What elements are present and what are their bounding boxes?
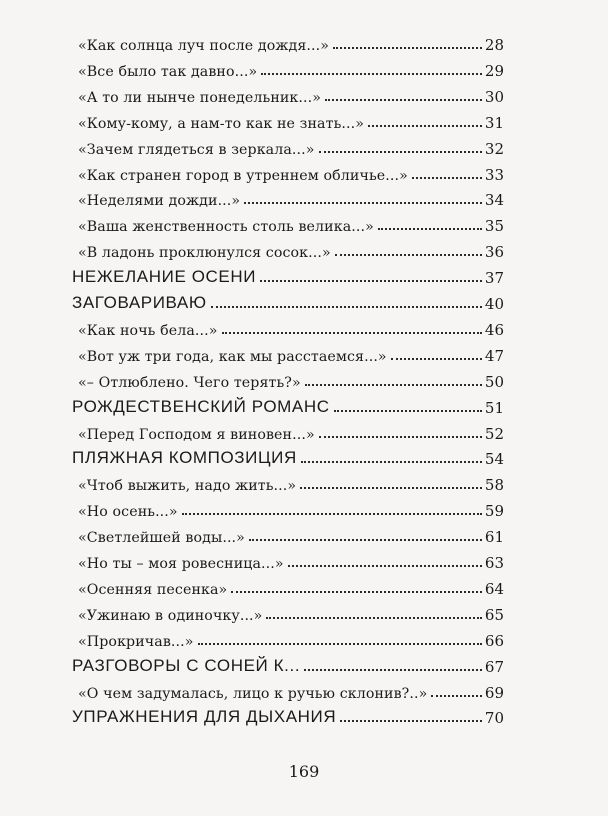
toc-entry-title: РОЖДЕСТВЕНСКИЙ РОМАНС <box>72 396 330 416</box>
toc-entry-page: 33 <box>484 165 504 184</box>
dot-leader <box>260 280 482 282</box>
toc-entry <box>78 496 504 520</box>
toc-entry <box>78 315 504 339</box>
toc-entry <box>78 548 504 572</box>
toc-entry-page: 36 <box>484 243 504 262</box>
toc-entry-page: 34 <box>484 191 504 210</box>
toc-entry-page: 64 <box>484 579 504 598</box>
dot-leader <box>340 720 482 722</box>
toc-entry-page: 32 <box>484 139 504 158</box>
dot-leader <box>319 436 482 438</box>
toc-entry-title: «Прокричав...» <box>78 633 194 650</box>
dot-leader <box>333 47 482 49</box>
toc-entry-page: 30 <box>484 87 504 106</box>
toc-entry-title: РАЗГОВОРЫ С СОНЕЙ К... <box>72 655 301 675</box>
dot-leader <box>391 358 482 360</box>
dot-leader <box>288 565 482 567</box>
dot-leader <box>266 617 481 619</box>
toc-entry <box>78 600 504 624</box>
toc-entry-page: 37 <box>484 269 504 288</box>
toc-entry-page: 46 <box>484 320 504 339</box>
toc-entry-title: «А то ли нынче понедельник...» <box>78 89 322 106</box>
toc-section-heading <box>72 652 504 676</box>
toc-entry-title: «Вот уж три года, как мы расстаемся...» <box>78 348 387 365</box>
toc-entry-page: 51 <box>484 398 504 417</box>
toc-section-heading <box>72 289 504 313</box>
toc-entry <box>78 574 504 598</box>
toc-entry-page: 61 <box>484 528 504 547</box>
dot-leader <box>412 177 482 179</box>
toc-entry-title: ЗАГОВАРИВАЮ <box>72 293 207 312</box>
dot-leader <box>335 254 482 256</box>
dot-leader <box>334 410 482 412</box>
toc-entry-title: «О чем задумалась, лицо к ручью склонив?..» <box>78 685 428 702</box>
toc-entry-title: «Зачем глядеться в зеркала...» <box>78 141 315 158</box>
dot-leader <box>304 669 482 671</box>
toc-entry-title: «В ладонь проклюнулся сосок...» <box>78 245 331 262</box>
dot-leader <box>431 695 482 697</box>
toc-entry <box>78 56 504 80</box>
toc-entry-title: «Ваша женственность столь велика...» <box>78 219 374 236</box>
dot-leader <box>305 384 482 386</box>
dot-leader <box>222 332 482 334</box>
page-number: 169 <box>288 762 320 781</box>
toc-entry <box>78 108 504 132</box>
toc-entry-page: 70 <box>484 709 504 728</box>
dot-leader <box>231 591 482 593</box>
toc-entry <box>78 134 504 158</box>
toc-section-heading <box>72 703 504 727</box>
dot-leader <box>378 228 482 230</box>
toc-entry-title: «Все было так давно...» <box>78 63 258 80</box>
dot-leader <box>300 487 482 489</box>
toc-entry-title: НЕЖЕЛАНИЕ ОСЕНИ <box>72 267 257 287</box>
dot-leader <box>368 125 482 127</box>
toc-entry-title: «Как странен город в утреннем обличье...» <box>78 167 408 184</box>
toc-entry <box>78 678 504 702</box>
toc-entry <box>78 30 504 54</box>
toc-entry-page: 35 <box>484 217 504 236</box>
dot-leader <box>325 99 482 101</box>
toc-entry <box>78 211 504 235</box>
toc-entry-title: «Но ты – моя ровесница...» <box>78 556 284 572</box>
dot-leader <box>244 202 482 204</box>
toc-entry-page: 50 <box>484 372 504 391</box>
toc-entry <box>78 522 504 546</box>
toc-entry-page: 47 <box>484 346 504 365</box>
toc-entry <box>78 237 504 261</box>
toc-entry-page: 65 <box>484 605 504 624</box>
toc-entry-title: «Ужинаю в одиночку...» <box>78 607 263 624</box>
toc-entry <box>78 160 504 184</box>
toc-entry-page: 54 <box>484 450 504 469</box>
toc-entry-page: 66 <box>484 631 504 650</box>
toc-entry-title: «Но осень...» <box>78 504 178 521</box>
toc-entry-title: «Неделями дожди...» <box>78 193 241 210</box>
toc-entry-page: 69 <box>484 683 504 702</box>
toc-entry-page: 59 <box>484 502 504 521</box>
toc-entry-title: «Светлейшей воды...» <box>78 530 245 547</box>
dot-leader <box>319 151 482 153</box>
toc-entry <box>78 470 504 494</box>
toc-entry-page: 29 <box>484 61 504 80</box>
toc-entry-page: 28 <box>484 36 504 54</box>
toc-entry-title: «Кому-кому, а нам-то как не знать...» <box>78 115 365 132</box>
toc-entry-page: 63 <box>484 554 504 572</box>
toc-entry-title: ПЛЯЖНАЯ КОМПОЗИЦИЯ <box>72 448 297 468</box>
toc-entry <box>78 185 504 209</box>
toc-section-heading <box>72 393 504 417</box>
dot-leader <box>249 539 482 541</box>
toc-entry-title: УПРАЖНЕНИЯ ДЛЯ ДЫХАНИЯ <box>72 707 337 727</box>
toc-entry-title: «– Отлюблено. Чего терять?» <box>78 374 301 391</box>
dot-leader <box>182 513 482 515</box>
toc-entry-title: «Осенняя песенка» <box>78 581 228 598</box>
dot-leader <box>301 461 482 463</box>
toc-entry <box>78 82 504 106</box>
toc-entry-page: 52 <box>484 424 504 443</box>
toc-entry-title: «Как ночь бела...» <box>78 322 218 339</box>
toc-entry <box>78 367 504 391</box>
toc-entry-title: «Перед Господом я виновен...» <box>78 426 315 443</box>
toc-entry <box>78 626 504 650</box>
dot-leader <box>198 643 482 645</box>
dot-leader <box>261 73 482 75</box>
dot-leader <box>211 306 482 308</box>
toc-entry-page: 67 <box>484 657 504 676</box>
toc-entry-page: 31 <box>484 113 504 132</box>
toc-section-heading <box>72 444 504 468</box>
toc-section-heading <box>72 263 504 287</box>
toc-entry-page: 58 <box>484 476 504 495</box>
toc-entry-title: «Чтоб выжить, надо жить...» <box>78 478 297 495</box>
toc-entry-page: 40 <box>484 295 504 313</box>
toc-entry <box>78 341 504 365</box>
toc-entry <box>78 419 504 443</box>
toc-entry-title: «Как солнца луч после дождя...» <box>78 38 329 54</box>
